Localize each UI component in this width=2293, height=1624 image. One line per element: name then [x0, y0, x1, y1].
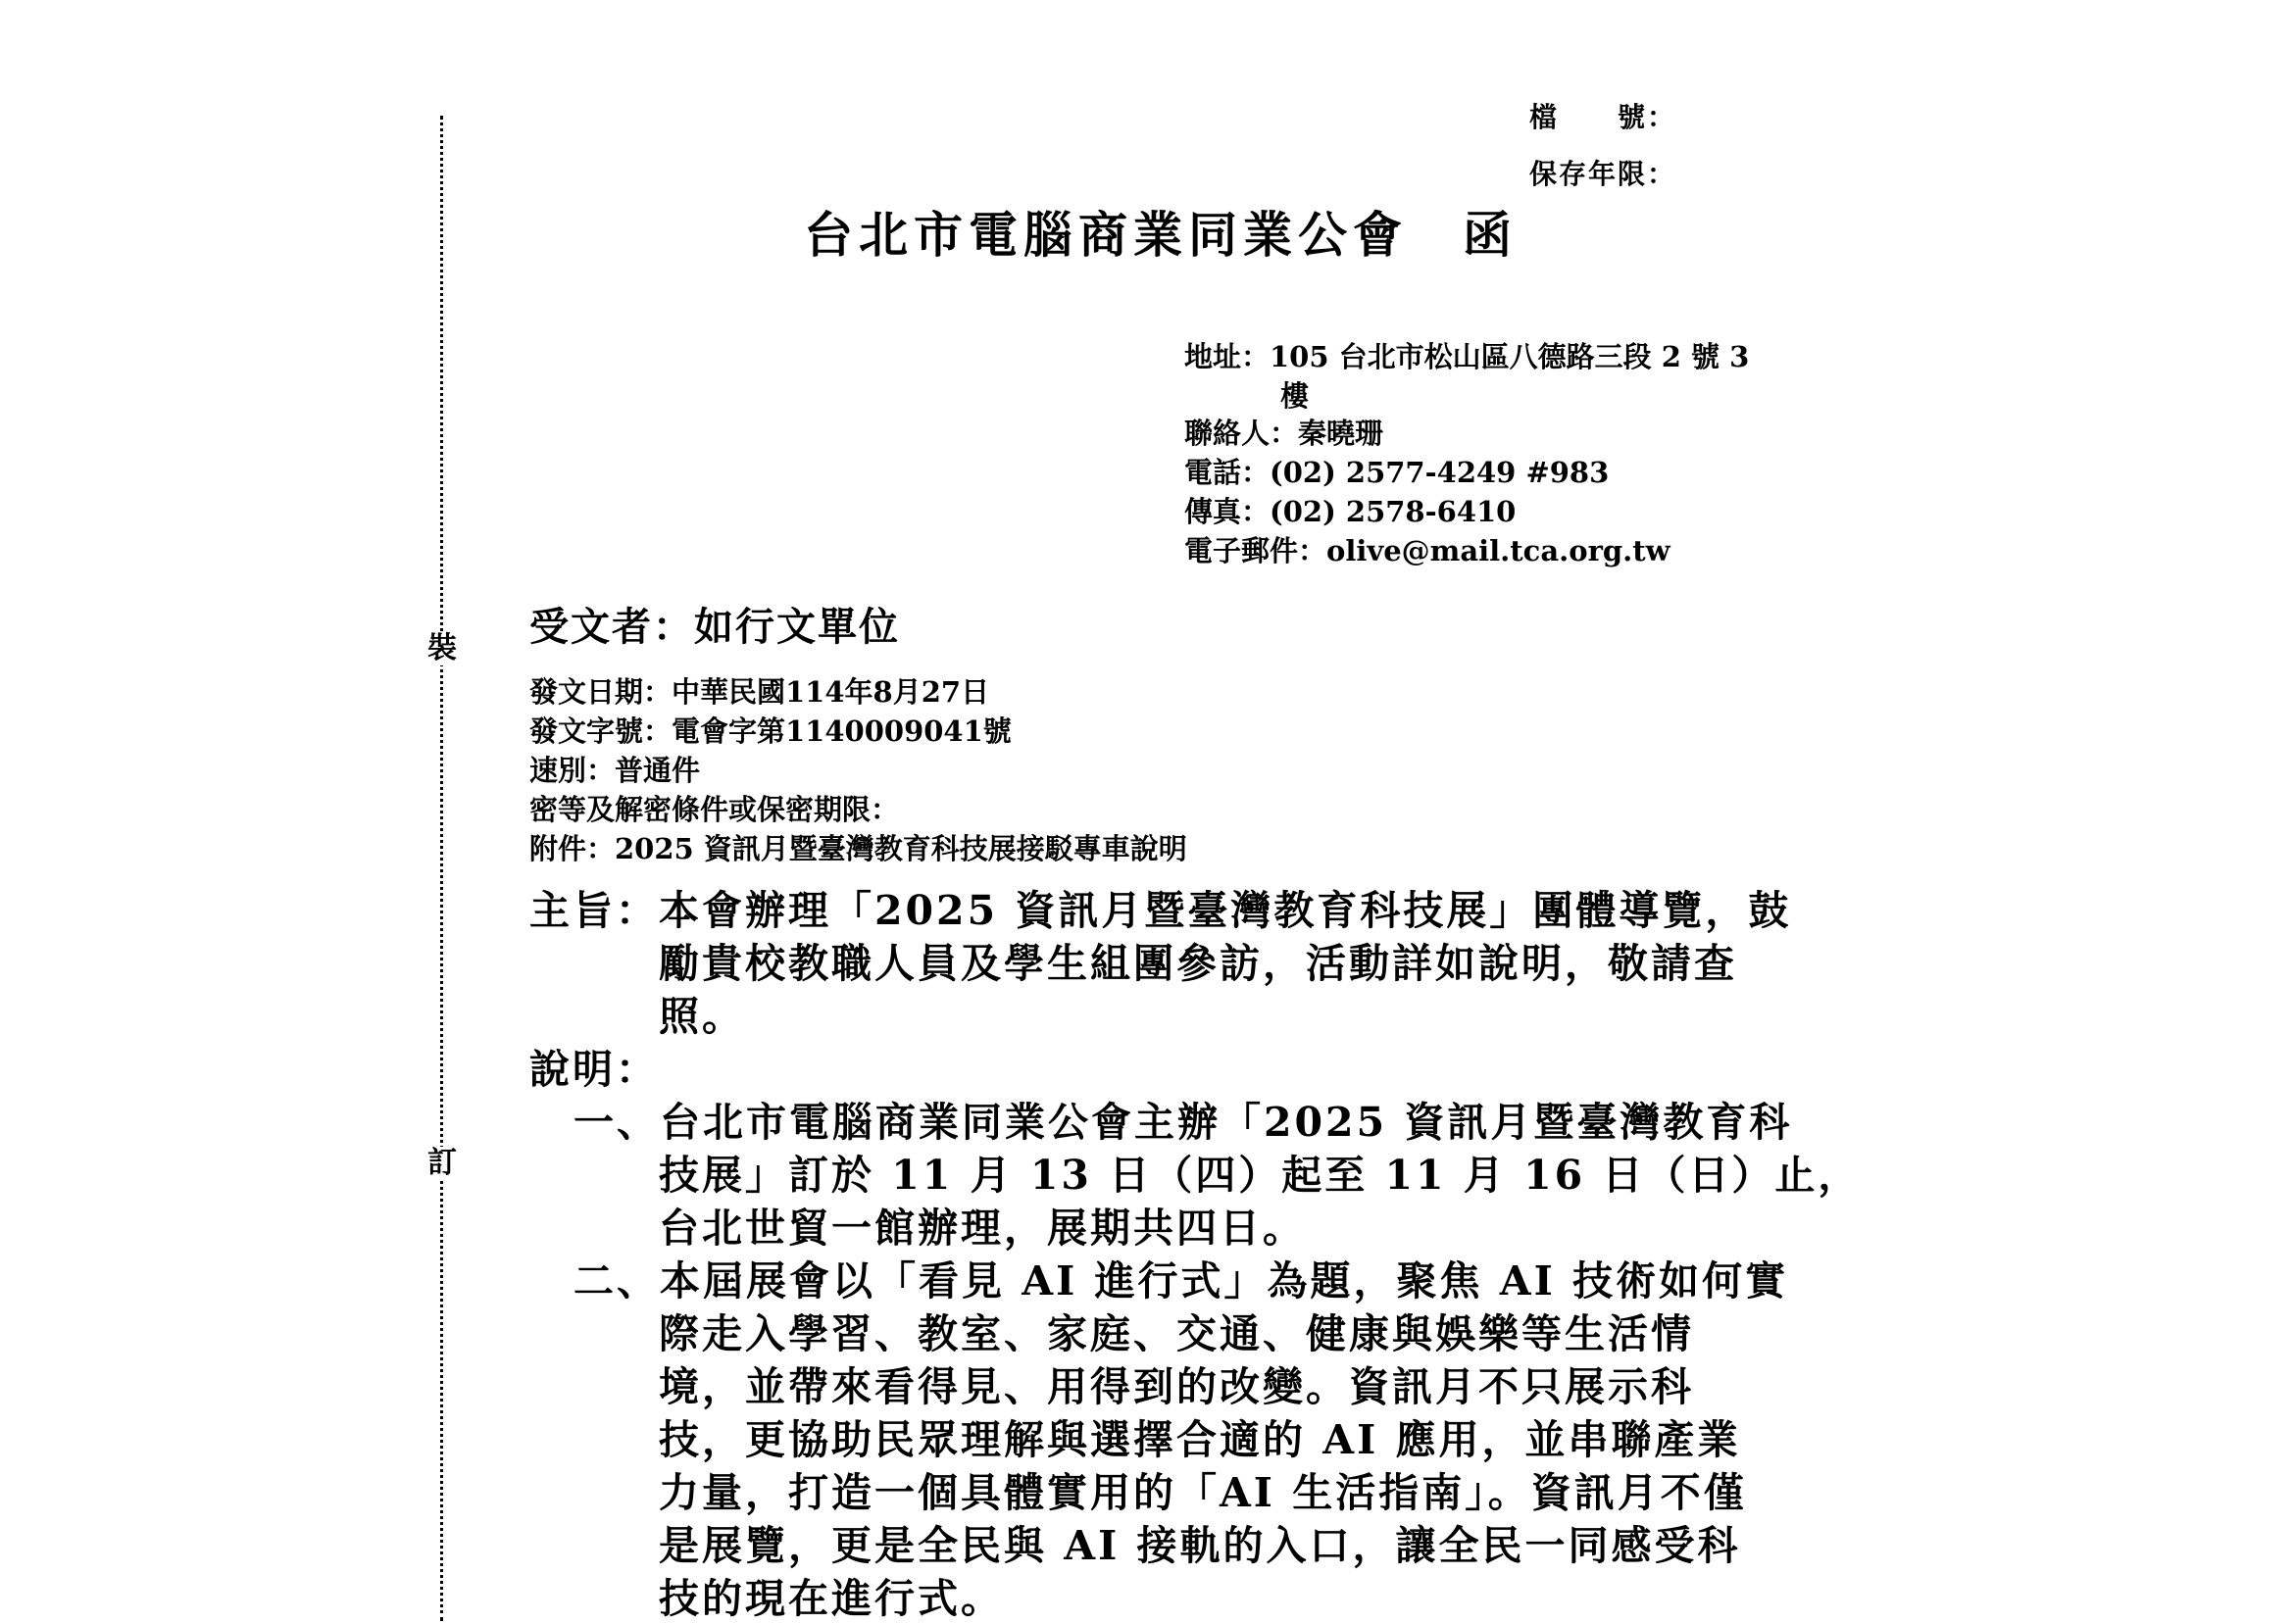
item-2-line-4: 技，更協助民眾理解與選擇合適的 AI 應用，並串聯產業 — [659, 1416, 1741, 1463]
attachment: 附件：2025 資訊月暨臺灣教育科技展接駁專車說明 — [529, 832, 1187, 865]
explanation-label: 說明： — [529, 1046, 659, 1093]
subject-line-1: 主旨：本會辦理「2025 資訊月暨臺灣教育科技展」團體導覽，鼓 — [529, 887, 1792, 934]
contact-phone: 電話：(02) 2577-4249 #983 — [1184, 456, 1610, 489]
binding-line — [440, 116, 443, 1621]
binding-mark-zhuang: 裝 — [427, 631, 457, 665]
recipient: 受文者：如行文單位 — [529, 604, 900, 650]
contact-fax: 傳真：(02) 2578-6410 — [1184, 495, 1517, 528]
item-1-line-3: 台北世貿一館辦理，展期共四日。 — [659, 1205, 1306, 1252]
item-2-line-1: 二、本屆展會以「看見 AI 進行式」為題，聚焦 AI 技術如何實 — [573, 1257, 1789, 1304]
contact-email: 電子郵件：olive@mail.tca.org.tw — [1184, 534, 1670, 567]
address-line-1: 地址：105 台北市松山區八德路三段 2 號 3 — [1184, 340, 1750, 373]
retention-period-label: 保存年限： — [1529, 158, 1677, 190]
contact-person: 聯絡人：秦曉珊 — [1184, 417, 1384, 450]
subject-line-2: 勵貴校教職人員及學生組團參訪，活動詳如說明，敬請查 — [659, 940, 1737, 987]
address-line-2: 樓 — [1280, 379, 1310, 413]
issue-date: 發文日期：中華民國114年8月27日 — [529, 675, 990, 709]
document-number: 發文字號：電會字第1140009041號 — [529, 714, 1012, 748]
subject-line-3: 照。 — [659, 993, 745, 1040]
file-number-label: 檔 號： — [1529, 101, 1677, 133]
item-1-line-2: 技展」訂於 11 月 13 日（四）起至 11 月 16 日（日）止， — [659, 1152, 1862, 1199]
item-2-line-6: 是展覽，更是全民與 AI 接軌的入口，讓全民一同感受科 — [659, 1522, 1741, 1569]
binding-mark-ding: 訂 — [427, 1146, 457, 1180]
item-2-line-3: 境，並帶來看得見、用得到的改變。資訊月不只展示科 — [659, 1363, 1694, 1410]
item-2-line-7: 技的現在進行式。 — [659, 1575, 1004, 1622]
secrecy-level: 密等及解密條件或保密期限： — [529, 793, 900, 826]
item-1-line-1: 一、台北市電腦商業同業公會主辦「2025 資訊月暨臺灣教育科 — [573, 1099, 1793, 1146]
item-2-line-5: 力量，打造一個具體實用的「AI 生活指南」。資訊月不僅 — [659, 1469, 1747, 1516]
item-2-line-2: 際走入學習、教室、家庭、交通、健康與娛樂等生活情 — [659, 1310, 1694, 1357]
delivery-speed: 速別：普通件 — [529, 754, 701, 787]
document-title: 台北市電腦商業同業公會 函 — [804, 206, 1518, 264]
